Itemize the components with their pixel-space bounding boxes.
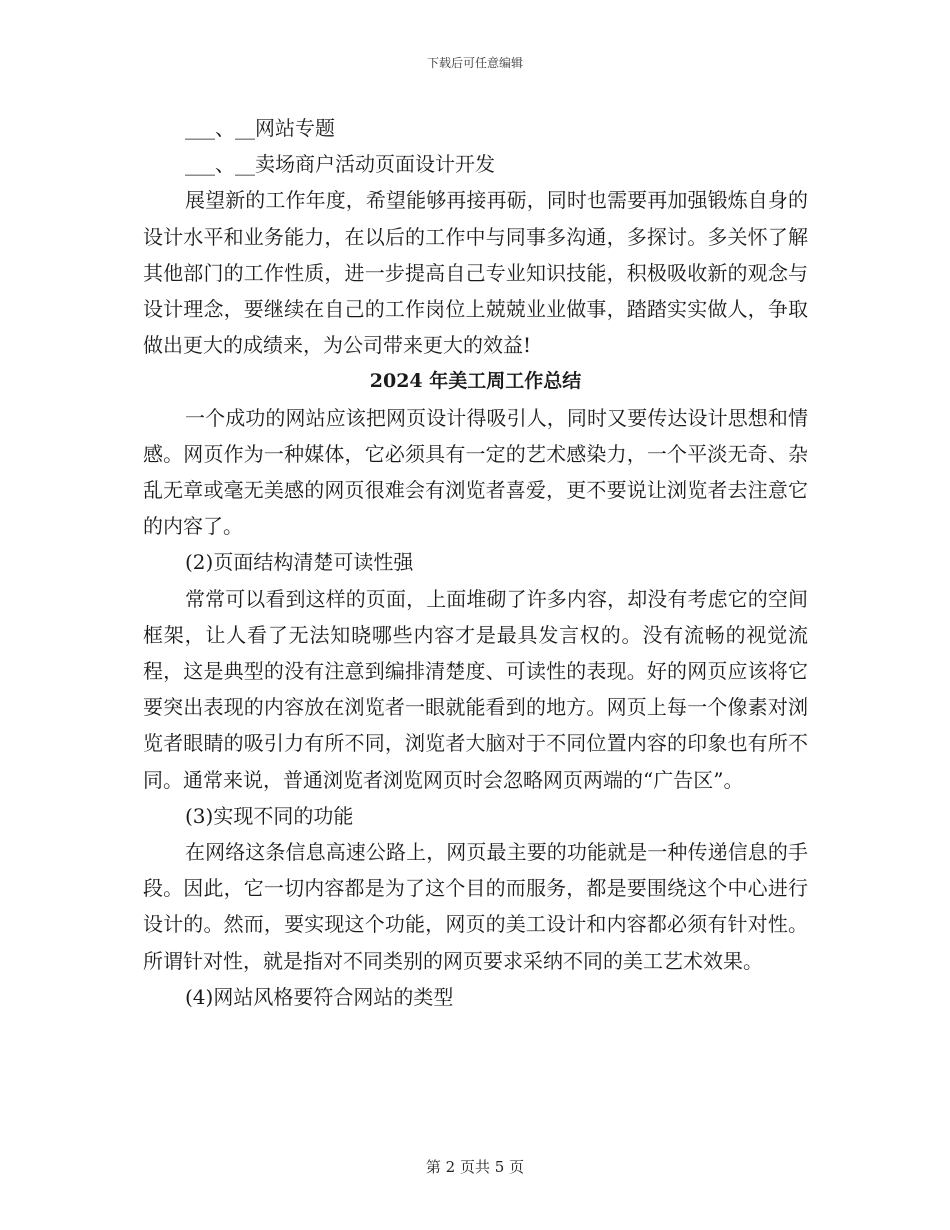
paragraph-function: 在网络这条信息高速公路上，网页最主要的功能就是一种传递信息的手段。因此，它一切内容都是为了这个目的而服务，都是要围绕这个中心进行设计的。然而，要实现这个功能，网页的美工设计和内容都必须有针对性。所谓针对性，就是指对不同类别的网页要求采纳不同的美工艺术效果。 xyxy=(143,840,808,973)
page-header: 下载后可任意编辑 xyxy=(426,56,523,70)
page-footer: 第 2 页共 5 页 xyxy=(425,1158,525,1176)
subheading-style: (4)网站风格要符合网站的类型 xyxy=(185,984,454,1009)
document-body xyxy=(143,110,808,1015)
paragraph-structure: 常常可以看到这样的页面，上面堆砌了许多内容，却没有考虑它的空间框架，让人看了无法知晓哪些内容才是最具发言权的。没有流畅的视觉流程，这是典型的没有注意到编排清楚度、可读性的表现。好的网页应该将它要突出表现的内容放在浏览者一眼就能看到的地方。网页上每一个像素对浏览者眼睛的吸引力有所不同，浏览者大脑对于不同位置内容的印象也有所不同。通常来说，普通浏览者浏览网页时会忽略网页两端的“广告区”。 xyxy=(143,586,808,792)
paragraph-outlook: 展望新的工作年度，希望能够再接再砺，同时也需要再加强锻炼自身的设计水平和业务能力，在以后的工作中与同事多沟通，多探讨。多关怀了解其他部门的工作性质，进一步提高自己专业知识技能，积极吸收新的观念与设计理念，要继续在自己的工作岗位上兢兢业业做事，踏踏实实做人，争取做出更大的成绩来，为公司带来更大的效益! xyxy=(143,188,808,358)
paragraph-intro: 一个成功的网站应该把网页设计得吸引人，同时又要传达设计思想和情感。网页作为一种媒体，它必须具有一定的艺术感染力，一个平淡无奇、杂乱无章或毫无美感的网页很难会有浏览者喜爱，更不要说让浏览者去注意它的内容了。 xyxy=(143,405,808,539)
list-item-website-topic: ___、__网站专题 xyxy=(185,116,335,140)
section-title: 2024 年美工周工作总结 xyxy=(369,370,582,393)
subheading-structure: (2)页面结构清楚可读性强 xyxy=(185,550,414,575)
subheading-function: (3)实现不同的功能 xyxy=(185,803,354,828)
list-item-store-merchant-page: ___、__卖场商户活动页面设计开发 xyxy=(185,152,495,177)
